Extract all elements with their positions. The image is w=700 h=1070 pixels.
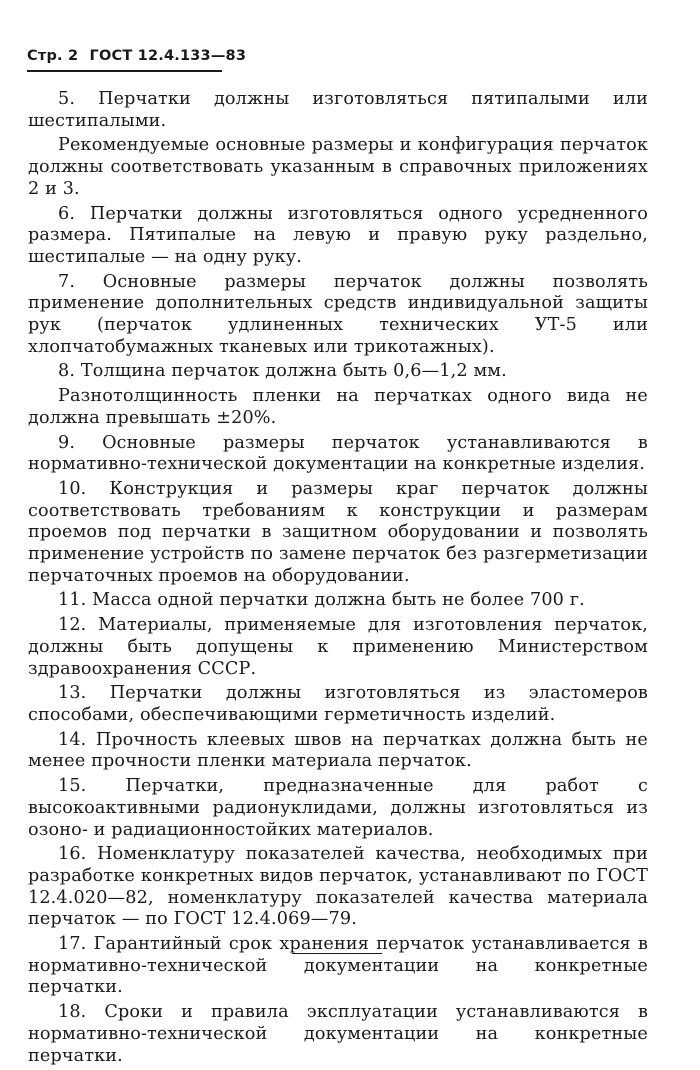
page-number-label: Стр. 2 xyxy=(27,48,79,64)
document-body xyxy=(28,89,648,1070)
paragraph-6: 6. Перчатки должны изготовляться одного усредненного размера. Пятипалые на левую и правую руку раздельно, шестипалые — на одну руку. xyxy=(28,203,648,267)
standard-designation: ГОСТ 12.4.133—83 xyxy=(89,48,247,64)
paragraph-10: 10. Конструкция и размеры краг перчаток должны соответствовать требованиям к конструкции и размерам проемов под перчатки в защитном оборудовании и позволять применение устройств по замене перчаток без разгерметизации перчаточных проемов на оборудовании. xyxy=(28,478,648,586)
page-header xyxy=(27,48,246,64)
paragraph-8-tolerance: Разнотолщинность пленки на перчатках одного вида не должна превышать ±20%. xyxy=(28,386,648,428)
paragraph-18: 18. Сроки и правила эксплуатации устанавливаются в нормативно-технической документации на конкретные перчатки. xyxy=(28,1002,648,1066)
end-divider xyxy=(292,953,382,954)
paragraph-9: 9. Основные размеры перчаток устанавливаются в нормативно-технической документации на конкретные изделия. xyxy=(28,432,648,475)
paragraph-11: 11. Масса одной перчатки должна быть не более 700 г. xyxy=(58,590,585,611)
header-underline xyxy=(27,70,222,72)
paragraph-14: 14. Прочность клеевых швов на перчатках должна быть не менее прочности пленки материала перчаток. xyxy=(28,729,648,772)
paragraph-7: 7. Основные размеры перчаток должны позволять применение дополнительных средств индивидуальной защиты рук (перчаток удлиненных технических УТ-5 или хлопчатобумажных тканевых или трикотажных). xyxy=(28,271,648,357)
paragraph-16: 16. Номенклатуру показателей качества, необходимых при разработке конкретных видов перчаток, устанавливают по ГОСТ 12.4.020—82, номенклатуру показателей качества материала перчаток — по ГОСТ 12.4.069—79. xyxy=(28,844,648,930)
paragraph-8: 8. Толщина перчаток должна быть 0,6—1,2 мм. xyxy=(58,361,507,382)
paragraph-5: 5. Перчатки должны изготовляться пятипалыми или шестипалыми. xyxy=(28,89,648,131)
paragraph-13: 13. Перчатки должны изготовляться из эластомеров способами, обеспечивающими герметичность изделий. xyxy=(28,683,648,725)
paragraph-17: 17. Гарантийный срок хранения перчаток устанавливается в нормативно-технической документации на конкретные перчатки. xyxy=(28,934,648,998)
paragraph-15: 15. Перчатки, предназначенные для работ с высокоактивными радионуклидами, должны изготовляться из озоно- и радиационностойких материалов. xyxy=(28,776,648,840)
paragraph-5-sizes-note: Рекомендуемые основные размеры и конфигурация перчаток должны соответствовать указанным в справочных приложениях 2 и 3. xyxy=(28,135,648,199)
paragraph-12: 12. Материалы, применяемые для изготовления перчаток, должны быть допущены к применению Министерством здравоохранения СССР. xyxy=(28,615,648,679)
